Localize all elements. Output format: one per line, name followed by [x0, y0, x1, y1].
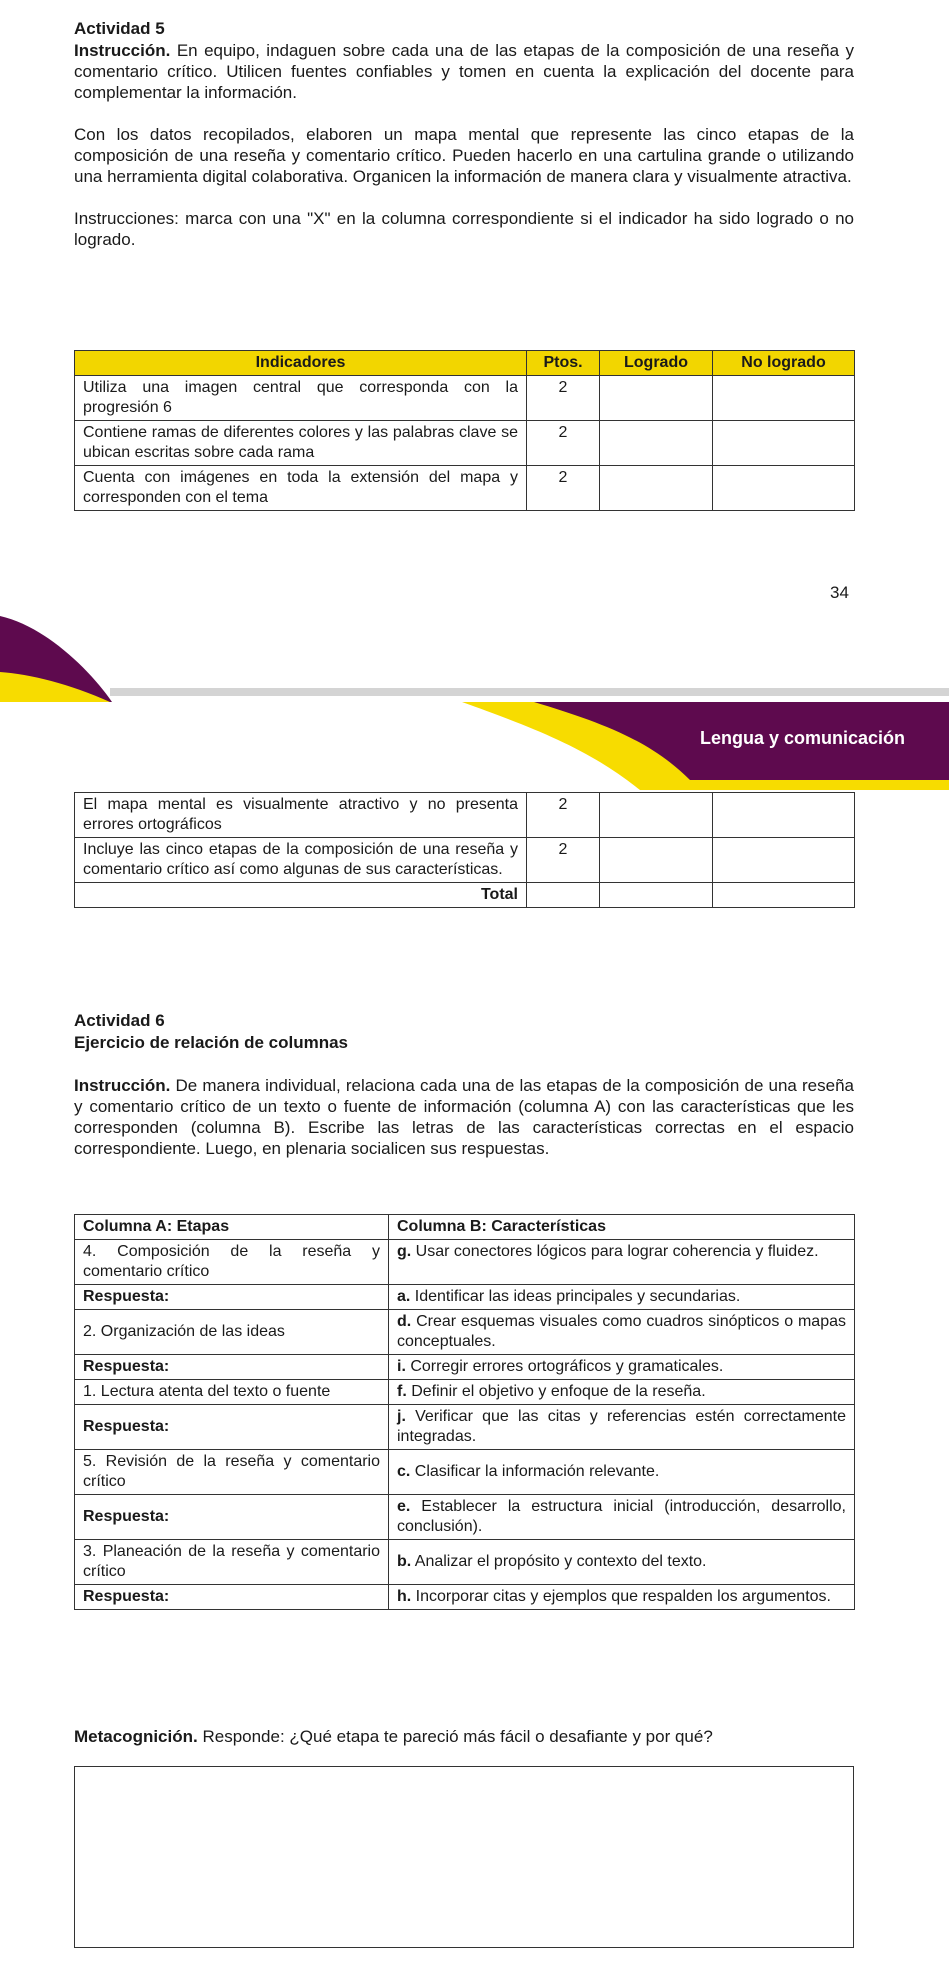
rubric-table-continued — [74, 792, 855, 908]
rubric-no-logrado-cell[interactable] — [713, 838, 855, 883]
activity-6-subtitle: Ejercicio de relación de columnas — [74, 1033, 348, 1052]
instruction-text: En equipo, indaguen sobre cada una de las etapas de la composición de una reseña y comentario crítico. Utilicen fuentes confiables y tomen en cuenta la explicación del docente para complementar la información. — [74, 41, 854, 102]
characteristic-letter: f. — [397, 1383, 407, 1400]
header-ptos: Ptos. — [527, 351, 600, 376]
rubric-logrado-cell[interactable] — [600, 376, 713, 421]
relation-table-wrapper — [74, 1214, 854, 1610]
answer-cell[interactable]: Respuesta: — [75, 1355, 389, 1380]
rubric-logrado-cell[interactable] — [600, 421, 713, 466]
gray-divider-band — [110, 688, 949, 696]
rubric-table-part-1 — [74, 350, 854, 511]
characteristic-cell — [389, 1450, 855, 1495]
rubric-total-label: Total — [75, 883, 527, 908]
answer-row — [75, 1495, 855, 1540]
header-no-logrado: No logrado — [713, 351, 855, 376]
activity-5-paragraph-3: Instrucciones: marca con una "X" en la columna correspondiente si el indicador ha sido logrado o no logrado. — [74, 209, 854, 249]
rubric-row — [75, 466, 855, 511]
stage-cell: 4. Composición de la reseña y comentario crítico — [75, 1240, 389, 1285]
characteristic-text: Crear esquemas visuales como cuadros sinópticos o mapas conceptuales. — [397, 1313, 846, 1350]
metacognition-prompt — [74, 1726, 854, 1747]
characteristic-text: Definir el objetivo y enfoque de la reseña. — [406, 1383, 706, 1400]
stage-cell: 5. Revisión de la reseña y comentario crítico — [75, 1450, 389, 1495]
header-columna-b: Columna B: Características — [389, 1215, 855, 1240]
characteristic-letter: a. — [397, 1288, 411, 1305]
rubric-total-points-cell[interactable] — [527, 883, 600, 908]
instruction-label: Instrucción. — [74, 41, 171, 60]
answer-row — [75, 1285, 855, 1310]
characteristic-letter: j. — [397, 1408, 406, 1425]
rubric-total-row — [75, 883, 855, 908]
rubric-total-no-logrado-cell[interactable] — [713, 883, 855, 908]
rubric-no-logrado-cell[interactable] — [713, 376, 855, 421]
page-banner-graphic — [0, 610, 949, 800]
rubric-row — [75, 421, 855, 466]
characteristic-cell — [389, 1380, 855, 1405]
activity-5-section — [74, 18, 854, 250]
characteristic-text: Verificar que las citas y referencias estén correctamente integradas. — [397, 1408, 846, 1445]
instruction-label: Instrucción. — [74, 1076, 171, 1095]
stage-row — [75, 1240, 855, 1285]
characteristic-letter: d. — [397, 1313, 412, 1330]
header-indicadores: Indicadores — [75, 351, 527, 376]
characteristic-cell — [389, 1495, 855, 1540]
metacognition-section — [74, 1726, 854, 1747]
stage-cell: 3. Planeación de la reseña y comentario crítico — [75, 1540, 389, 1585]
characteristic-letter: c. — [397, 1463, 411, 1480]
answer-cell[interactable]: Respuesta: — [75, 1495, 389, 1540]
characteristic-text: Usar conectores lógicos para lograr coherencia y fluidez. — [411, 1243, 819, 1260]
characteristic-text: Identificar las ideas principales y secundarias. — [410, 1288, 741, 1305]
rubric-row — [75, 376, 855, 421]
characteristic-cell — [389, 1285, 855, 1310]
activity-6-title: Actividad 6 — [74, 1011, 165, 1030]
stage-row — [75, 1540, 855, 1585]
metacognition-label: Metacognición. — [74, 1727, 198, 1746]
characteristic-cell — [389, 1240, 855, 1285]
answer-cell[interactable]: Respuesta: — [75, 1405, 389, 1450]
instruction-text: De manera individual, relaciona cada una de las etapas de la composición de una reseña y comentario crítico de un texto o fuente de información (columna A) con las características que les corresponden (columna B). Escribe las letras de las características correctas en el espacio correspondiente. Luego, en plenaria socialicen sus respuestas. — [74, 1076, 854, 1158]
activity-5-title: Actividad 5 — [74, 19, 165, 38]
answer-cell[interactable]: Respuesta: — [75, 1585, 389, 1610]
stage-cell: 1. Lectura atenta del texto o fuente — [75, 1380, 389, 1405]
rubric-indicator: Cuenta con imágenes en toda la extensión del mapa y corresponden con el tema — [75, 466, 527, 511]
rubric-table — [74, 350, 855, 511]
rubric-no-logrado-cell[interactable] — [713, 466, 855, 511]
rubric-no-logrado-cell[interactable] — [713, 421, 855, 466]
activity-6-instruction — [74, 1075, 854, 1159]
relation-table — [74, 1214, 855, 1610]
rubric-row — [75, 793, 855, 838]
rubric-indicator: Utiliza una imagen central que corresponda con la progresión 6 — [75, 376, 527, 421]
answer-row — [75, 1585, 855, 1610]
rubric-points: 2 — [527, 376, 600, 421]
answer-row — [75, 1405, 855, 1450]
stage-row — [75, 1380, 855, 1405]
characteristic-text: Incorporar citas y ejemplos que respalden los argumentos. — [411, 1588, 831, 1605]
characteristic-letter: b. — [397, 1553, 412, 1570]
characteristic-letter: e. — [397, 1498, 411, 1515]
rubric-points: 2 — [527, 838, 600, 883]
stage-cell: 2. Organización de las ideas — [75, 1310, 389, 1355]
characteristic-letter: h. — [397, 1588, 412, 1605]
characteristic-text: Establecer la estructura inicial (introducción, desarrollo, conclusión). — [397, 1498, 846, 1535]
characteristic-letter: g. — [397, 1243, 412, 1260]
rubric-points: 2 — [527, 793, 600, 838]
answer-row — [75, 1355, 855, 1380]
characteristic-cell — [389, 1540, 855, 1585]
activity-6-section — [74, 1010, 854, 1159]
rubric-indicator: Incluye las cinco etapas de la composición de una reseña y comentario crítico así como algunas de sus características. — [75, 838, 527, 883]
stage-row — [75, 1310, 855, 1355]
rubric-table-part-2 — [74, 792, 854, 908]
activity-5-paragraph-2: Con los datos recopilados, elaboren un mapa mental que represente las cinco etapas de la composición de una reseña y comentario crítico. Pueden hacerlo en una cartulina grande o utilizando una herramienta digital colaborativa. Organicen la información de manera clara y visualmente atractiva. — [74, 125, 854, 186]
rubric-logrado-cell[interactable] — [600, 466, 713, 511]
rubric-no-logrado-cell[interactable] — [713, 793, 855, 838]
characteristic-cell — [389, 1585, 855, 1610]
activity-5-instruction — [74, 40, 854, 103]
rubric-indicator: El mapa mental es visualmente atractivo y no presenta errores ortográficos — [75, 793, 527, 838]
rubric-total-logrado-cell[interactable] — [600, 883, 713, 908]
characteristic-text: Analizar el propósito y contexto del texto. — [411, 1553, 707, 1570]
metacognition-text: Responde: ¿Qué etapa te pareció más fácil o desafiante y por qué? — [197, 1727, 713, 1746]
page-number: 34 — [830, 583, 849, 602]
metacognition-answer-box[interactable] — [74, 1766, 854, 1948]
rubric-points: 2 — [527, 466, 600, 511]
rubric-header-row — [75, 351, 855, 376]
header-logrado: Logrado — [600, 351, 713, 376]
rubric-row — [75, 838, 855, 883]
stage-row — [75, 1450, 855, 1495]
rubric-indicator: Contiene ramas de diferentes colores y las palabras clave se ubican escritas sobre cada rama — [75, 421, 527, 466]
characteristic-cell — [389, 1355, 855, 1380]
header-columna-a: Columna A: Etapas — [75, 1215, 389, 1240]
answer-cell[interactable]: Respuesta: — [75, 1285, 389, 1310]
characteristic-text: Clasificar la información relevante. — [410, 1463, 660, 1480]
rubric-logrado-cell[interactable] — [600, 793, 713, 838]
rubric-logrado-cell[interactable] — [600, 838, 713, 883]
characteristic-cell — [389, 1405, 855, 1450]
subject-banner-title: Lengua y comunicación — [700, 728, 906, 748]
relation-header-row — [75, 1215, 855, 1240]
characteristic-cell — [389, 1310, 855, 1355]
characteristic-letter: i. — [397, 1358, 406, 1375]
characteristic-text: Corregir errores ortográficos y gramaticales. — [405, 1358, 724, 1375]
rubric-points: 2 — [527, 421, 600, 466]
